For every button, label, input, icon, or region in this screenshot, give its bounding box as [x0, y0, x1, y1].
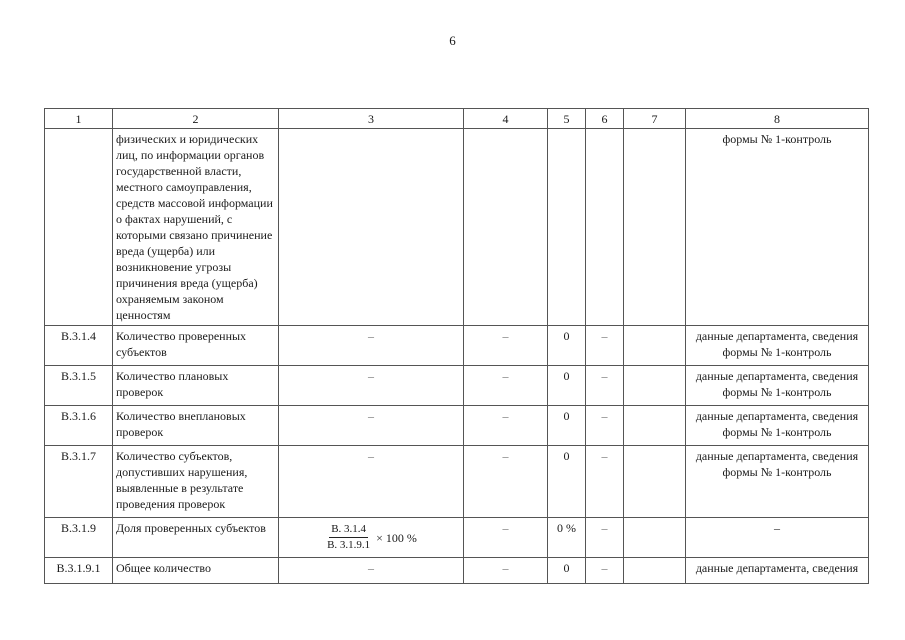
- table-row: [45, 446, 869, 518]
- indicator-description: Доля проверенных субъектов: [113, 518, 279, 558]
- fraction: [325, 523, 372, 552]
- col3-value: –: [279, 558, 464, 584]
- source-info: –: [686, 518, 869, 558]
- header-col-6: 6: [586, 109, 624, 129]
- indicator-code: В.3.1.5: [45, 366, 113, 406]
- col6-value: –: [586, 366, 624, 406]
- source-info: данные департамента, сведения формы № 1-контроль: [686, 326, 869, 366]
- indicator-description: Количество плановых проверок: [113, 366, 279, 406]
- col6-value: [586, 129, 624, 326]
- indicator-description: физических и юридических лиц, по информации органов государственной власти, местного самоуправления, средств массовой информации о фактах нарушений, с которыми связано причинение вреда (ущерба) или возникновение угрозы причинения вреда (ущерба) охраняемым законом ценностям: [113, 129, 279, 326]
- col5-value: 0: [548, 326, 586, 366]
- header-col-2: 2: [113, 109, 279, 129]
- col6-value: –: [586, 406, 624, 446]
- col5-value: 0: [548, 406, 586, 446]
- col7-value: [624, 558, 686, 584]
- col4-value: –: [464, 446, 548, 518]
- col5-value: [548, 129, 586, 326]
- col3-value: –: [279, 366, 464, 406]
- header-col-4: 4: [464, 109, 548, 129]
- data-table: [44, 108, 869, 584]
- header-col-3: 3: [279, 109, 464, 129]
- header-col-7: 7: [624, 109, 686, 129]
- header-col-5: 5: [548, 109, 586, 129]
- table-row: [45, 406, 869, 446]
- table-row: [45, 518, 869, 558]
- col4-value: –: [464, 406, 548, 446]
- col5-value: 0: [548, 558, 586, 584]
- col7-value: [624, 129, 686, 326]
- indicator-code: В.3.1.4: [45, 326, 113, 366]
- indicator-code: [45, 129, 113, 326]
- header-col-1: 1: [45, 109, 113, 129]
- col6-value: –: [586, 446, 624, 518]
- source-info: данные департамента, сведения формы № 1-контроль: [686, 446, 869, 518]
- col4-value: –: [464, 558, 548, 584]
- table-row: [45, 558, 869, 584]
- col4-value: –: [464, 326, 548, 366]
- indicator-code: В.3.1.9.1: [45, 558, 113, 584]
- indicator-description: Общее количество: [113, 558, 279, 584]
- col7-value: [624, 518, 686, 558]
- col3-value: [279, 129, 464, 326]
- formula-denominator: В. 3.1.9.1: [327, 539, 371, 551]
- source-info: данные департамента, сведения формы № 1-контроль: [686, 406, 869, 446]
- source-info: данные департамента, сведения формы № 1-контроль: [686, 366, 869, 406]
- col4-value: –: [464, 518, 548, 558]
- table-row: [45, 326, 869, 366]
- col3-value: –: [279, 326, 464, 366]
- formula-numerator: В. 3.1.4: [329, 523, 368, 538]
- formula-suffix: × 100 %: [376, 530, 417, 545]
- source-info: данные департамента, сведения: [686, 558, 869, 584]
- col5-value: 0: [548, 366, 586, 406]
- col4-value: –: [464, 366, 548, 406]
- col7-value: [624, 446, 686, 518]
- col3-value: –: [279, 446, 464, 518]
- formula-cell: [279, 518, 464, 558]
- header-row: [45, 109, 869, 129]
- col5-value: 0 %: [548, 518, 586, 558]
- formula: [325, 523, 417, 552]
- header-col-8: 8: [686, 109, 869, 129]
- col4-value: [464, 129, 548, 326]
- table-row: [45, 129, 869, 326]
- col6-value: –: [586, 326, 624, 366]
- indicator-description: Количество внеплановых проверок: [113, 406, 279, 446]
- indicator-description: Количество субъектов, допустивших нарушения, выявленные в результате проведения проверок: [113, 446, 279, 518]
- col7-value: [624, 366, 686, 406]
- col7-value: [624, 406, 686, 446]
- col6-value: –: [586, 558, 624, 584]
- indicator-code: В.3.1.6: [45, 406, 113, 446]
- col3-value: –: [279, 406, 464, 446]
- col5-value: 0: [548, 446, 586, 518]
- indicator-code: В.3.1.9: [45, 518, 113, 558]
- table-row: [45, 366, 869, 406]
- source-info: формы № 1-контроль: [686, 129, 869, 326]
- col6-value: –: [586, 518, 624, 558]
- indicator-code: В.3.1.7: [45, 446, 113, 518]
- page-number: 6: [449, 33, 456, 48]
- col7-value: [624, 326, 686, 366]
- indicator-description: Количество проверенных субъектов: [113, 326, 279, 366]
